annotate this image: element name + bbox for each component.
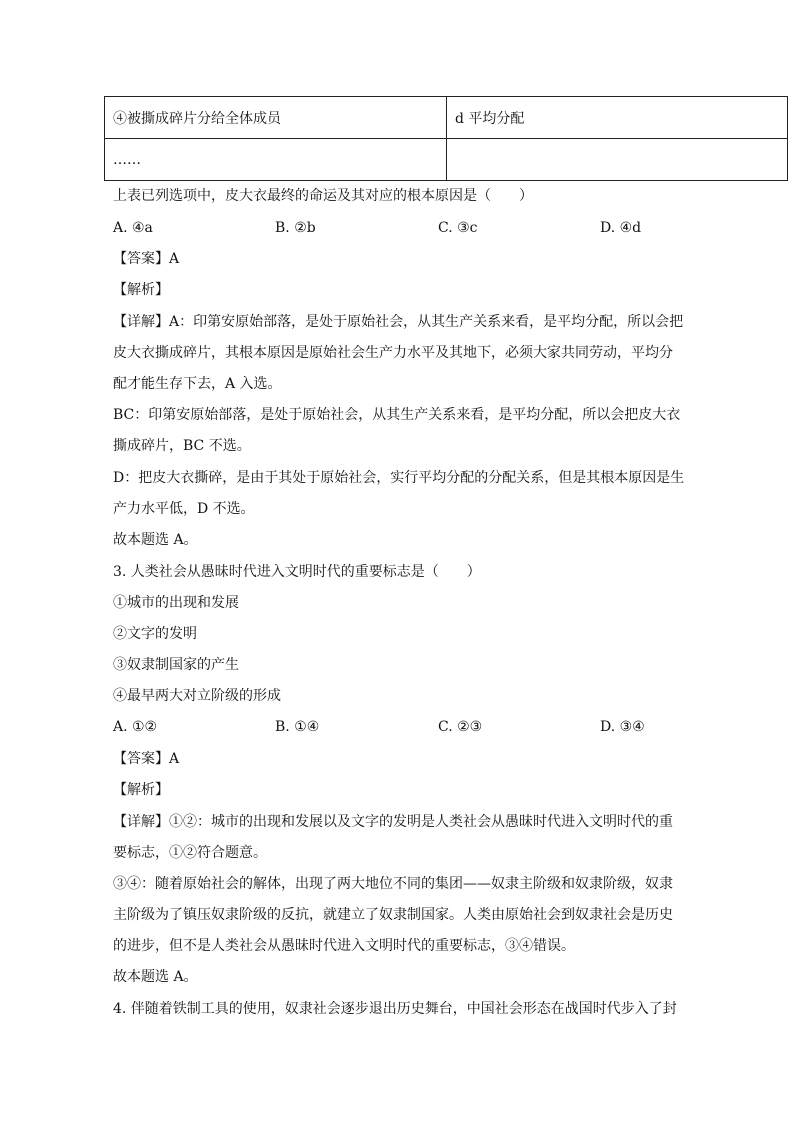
question-stem: 4. 伴随着铁制工具的使用，奴隶社会逐步退出历史舞台，中国社会形态在战国时代步入了封 — [113, 1001, 677, 1017]
table-cell — [447, 139, 788, 181]
detail-line: 【详解】A：印第安原始部落，是处于原始社会，从其生产关系来看，是平均分配，所以会把 — [113, 314, 684, 330]
analysis-label: 【解析】 — [113, 282, 169, 298]
detail-line: 撕成碎片，BC 不选。 — [113, 438, 251, 454]
statement-item: ④最早两大对立阶级的形成 — [113, 688, 281, 704]
detail-line: 皮大衣撕成碎片，其根本原因是原始社会生产力水平及其地下，必须大家共同劳动，平均分 — [113, 345, 673, 361]
conclusion-line: 故本题选 A。 — [113, 969, 198, 985]
choice-a: A. ④a — [113, 220, 153, 236]
question-stem: 3. 人类社会从愚昧时代进入文明时代的重要标志是（ ） — [113, 564, 481, 580]
conclusion-line: 故本题选 A。 — [113, 532, 198, 548]
table-row — [105, 139, 788, 181]
choice-a: A. ①② — [113, 719, 158, 735]
detail-line: D：把皮大衣撕碎，是由于其处于原始社会，实行平均分配的分配关系，但是其根本原因是生 — [113, 470, 685, 486]
detail-line: 主阶级为了镇压奴隶阶级的反抗，就建立了奴隶制国家。人类由原始社会到奴隶社会是历史 — [113, 907, 673, 923]
statement-item: ②文字的发明 — [113, 626, 197, 642]
detail-line: 产力水平低，D 不选。 — [113, 501, 255, 517]
table-cell: ④被撕成碎片分给全体成员 — [105, 97, 447, 139]
detail-line: BC：印第安原始部落，是处于原始社会，从其生产关系来看，是平均分配，所以会把皮大衣 — [113, 407, 681, 423]
choice-d: D. ④d — [600, 220, 642, 236]
detail-line: 要标志，①②符合题意。 — [113, 845, 267, 861]
answer-label: 【答案】A — [113, 251, 180, 267]
statement-item: ③奴隶制国家的产生 — [113, 657, 239, 673]
choice-d: D. ③④ — [600, 719, 645, 735]
choice-row — [113, 218, 693, 238]
statement-item: ①城市的出现和发展 — [113, 595, 239, 611]
choice-row — [113, 717, 693, 737]
analysis-label: 【解析】 — [113, 782, 169, 798]
detail-line: 配才能生存下去，A 入选。 — [113, 376, 282, 392]
answer-label: 【答案】A — [113, 751, 180, 767]
choice-c: C. ②③ — [438, 719, 483, 735]
question-stem: 上表已列选项中，皮大衣最终的命运及其对应的根本原因是（ ） — [113, 188, 533, 204]
choice-b: B. ②b — [275, 220, 316, 236]
table-cell: …… — [105, 139, 447, 181]
choice-b: B. ①④ — [275, 719, 320, 735]
detail-line: 的进步，但不是人类社会从愚昧时代进入文明时代的重要标志，③④错误。 — [113, 938, 575, 954]
detail-line: ③④：随着原始社会的解体，出现了两大地位不同的集团——奴隶主阶级和奴隶阶级，奴隶 — [113, 876, 673, 892]
options-table — [104, 96, 788, 181]
table-row — [105, 97, 788, 139]
choice-c: C. ③c — [438, 220, 478, 236]
table-cell: d 平均分配 — [447, 97, 788, 139]
detail-line: 【详解】①②：城市的出现和发展以及文字的发明是人类社会从愚昧时代进入文明时代的重 — [113, 814, 673, 830]
